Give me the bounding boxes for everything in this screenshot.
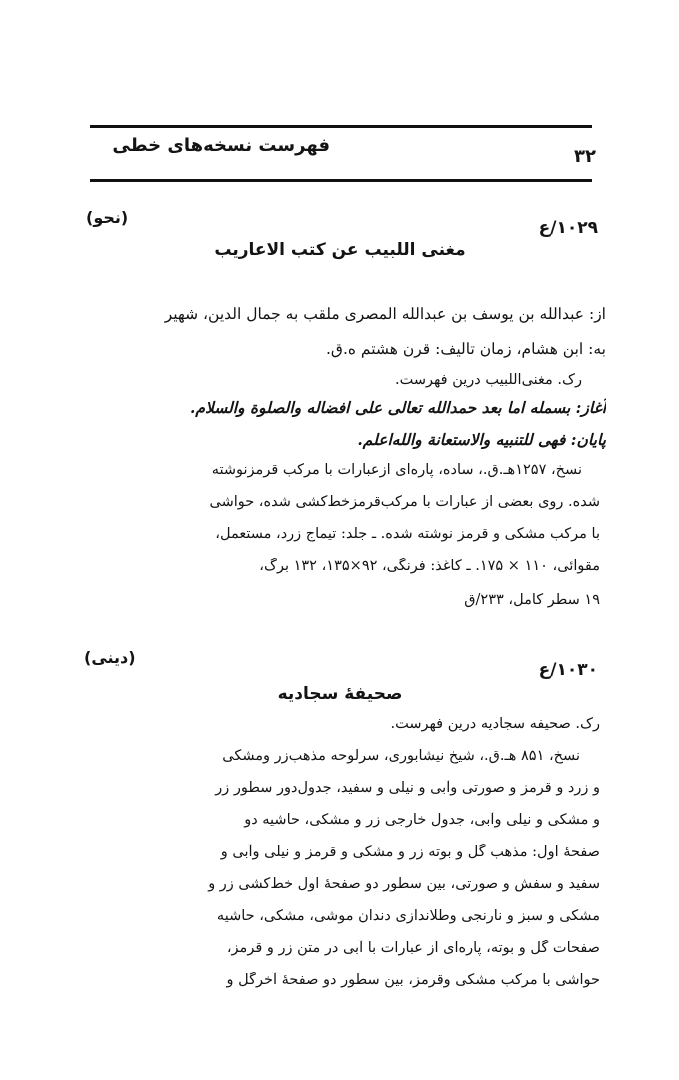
entry-line: صفحهٔ اول: مذهب گل و بوته زر و مشکی و قرمز و نیلی وآبی و [220, 844, 600, 860]
header-top-rule [90, 125, 592, 128]
entry-id: ۱۰۲۹/ع [538, 218, 598, 238]
entry-line: رک. مغنی‌اللبیب درین فهرست. [394, 372, 582, 388]
entry-line: صفحات گل و بوته، پاره‌ای از عبارات با آبی در متن زر و قرمز، [226, 940, 600, 956]
header-bottom-rule [90, 179, 592, 182]
entry-line: ۱۹ سطر کامل، ۲۳۳/ق [464, 592, 600, 608]
entry-id: ۱۰۳۰/ع [538, 660, 598, 680]
entry-line: پایان: فهی للتنبیه والاستعانة والله‌اعلم. [357, 430, 606, 449]
entry-title: صحیفهٔ سجادیه [277, 684, 403, 704]
entry-line: نسخ، ۸۵۱ هـ.ق.، شیخ نیشابوری، سرلوحه مذهب‌زر ومشکی [222, 748, 580, 764]
page-number: ۳۲ [574, 146, 596, 167]
entry-line: با مرکب مشکی و قرمز نوشته شده. ـ جلد: تیماج زرد، مستعمل، [215, 526, 600, 542]
entry-category: (دینی) [84, 648, 136, 667]
entry-line: رک. صحیفه سجادیه درین فهرست. [390, 716, 600, 732]
entry-line: به: ابن هشام، زمان تالیف: قرن هشتم ه.ق. [325, 340, 606, 358]
entry-line: شده. روی بعضی از عبارات با مرکب‌قرمزخط‌کشی شده، حواشی [209, 494, 600, 510]
entry-line: سفید و سفش و صورتی، بین سطور دو صفحهٔ اول خط‌کشی زر و [208, 876, 600, 892]
entry-line: و زرد و قرمز و صورتی وآبی و نیلی و سفید، جدول‌دور سطور زر [215, 780, 600, 796]
entry-line: از: عبدالله بن یوسف بن عبدالله المصری ملقب به جمال الدین، شهیر [164, 305, 606, 323]
entry-line: مقوائی، ۱۱۰ × ۱۷۵. ـ کاغذ: فرنگی، ۹۲×۱۳۵، ۱۳۲ برگ، [259, 558, 600, 574]
entry-title: مغنی اللبیب عن کتب الاعاریب [214, 240, 466, 260]
entry-line: حواشی با مرکب مشکی وقرمز، بین سطور دو صفحهٔ آخرگل و [226, 972, 600, 988]
entry-category: (نحو) [86, 208, 129, 227]
entry-line: مشکی و سبز و نارنجی وطلاندازی دندان موشی، مشکی، حاشیه [216, 908, 600, 924]
entry-line: نسخ، ۱۲۵۷هـ.ق.، ساده، پاره‌ای ازعبارات با مرکب قرمزنوشته [211, 462, 582, 478]
running-header-title: فهرست نسخه‌های خطی [112, 135, 330, 156]
entry-line: آغاز: بسمله اما بعد حمدالله تعالی علی افضاله والصلوة والسلام. [189, 398, 606, 417]
entry-line: و مشکی و نیلی وآبی، جدول خارجی زر و مشکی، حاشیه دو [244, 812, 600, 828]
